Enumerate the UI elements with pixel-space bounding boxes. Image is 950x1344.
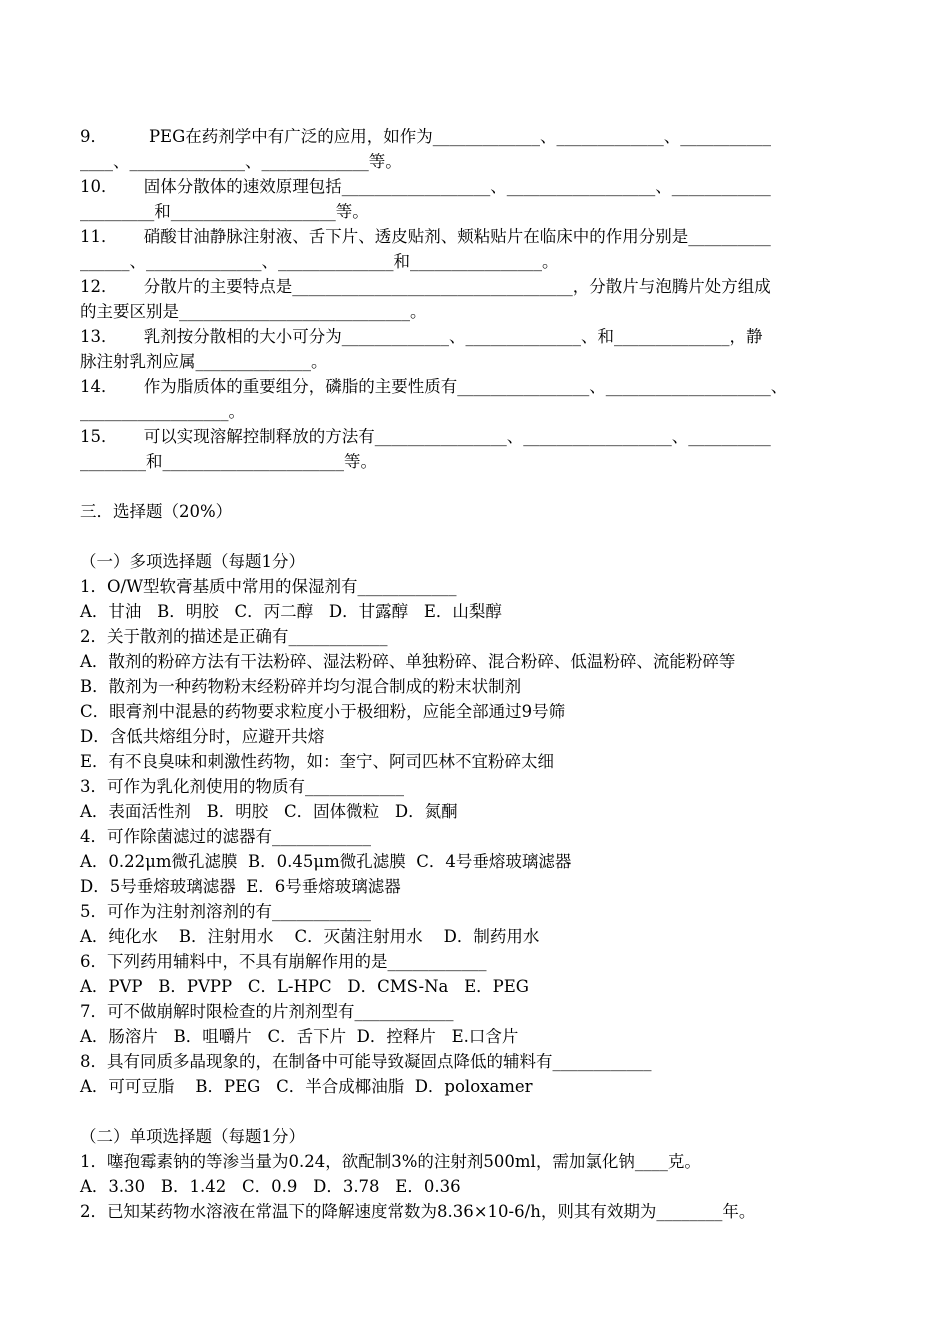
mc-question-line: 4．可作除菌滤过的滤器有____________ [80, 827, 371, 846]
mc-question-line: 2．关于散剂的描述是正确有____________ [80, 627, 388, 646]
mc-question-line: 3．可作为乳化剂使用的物质有____________ [80, 777, 404, 796]
mc-options-line: A．肠溶片 B．咀嚼片 C．舌下片 D．控释片 E.口含片 [80, 1027, 519, 1046]
mc-options-line: A．可可豆脂 B．PEG C．半合成椰油脂 D．poloxamer [80, 1077, 533, 1096]
mc-options-line: E．有不良臭味和刺激性药物，如：奎宁、阿司匹林不宜粉碎太细 [80, 752, 555, 771]
question-15-line-2: ________和______________________等。 [80, 452, 377, 471]
sc-question-line: 1．噻孢霉素钠的等渗当量为0.24，欲配制3%的注射剂500ml，需加氯化钠____克。 [80, 1152, 701, 1171]
mc-question-line: 6．下列药用辅料中，不具有崩解作用的是____________ [80, 952, 487, 971]
mc-question-line: 5．可作为注射剂溶剂的有____________ [80, 902, 371, 921]
mc-question-line: 8．具有同质多晶现象的，在制备中可能导致凝固点降低的辅料有____________ [80, 1052, 652, 1071]
mc-options-line: D．5号垂熔玻璃滤器 E．6号垂熔玻璃滤器 [80, 877, 401, 896]
single-choice-heading: （二）单项选择题（每题1分） [80, 1127, 305, 1146]
sc-options-line: A．3.30 B．1.42 C．0.9 D．3.78 E．0.36 [80, 1177, 461, 1196]
mc-question-line: 7．可不做崩解时限检查的片剂剂型有____________ [80, 1002, 454, 1021]
question-9-line-1: 9． PEG在药剂学中有广泛的应用，如作为_____________、_____________、___________ [80, 127, 772, 146]
question-10-line-2: _________和____________________等。 [80, 202, 369, 221]
mc-options-line: B．散剂为一种药物粉末经粉碎并均匀混合制成的粉末状制剂 [80, 677, 522, 696]
single-choice-section [80, 1124, 880, 1224]
section-title: 三．选择题（20%） [80, 502, 233, 521]
question-9-line-2: ____、______________、_____________等。 [80, 152, 402, 171]
mc-options-line: A．0.22μm微孔滤膜 B．0.45μm微孔滤膜 C．4号垂熔玻璃滤器 [80, 852, 572, 871]
question-14-line-1: 14． 作为脂质体的重要组分，磷脂的主要性质有________________、____________________、 [80, 377, 788, 396]
question-13-line-1: 13． 乳剂按分散相的大小可分为_____________、______________、和______________，静 [80, 327, 763, 346]
multiple-choice-section [80, 549, 880, 1099]
mc-options-line: A．PVP B．PVPP C．L-HPC D．CMS-Na E．PEG [80, 977, 529, 996]
sc-question-line: 2．已知某药物水溶液在常温下的降解速度常数为8.36×10-6/h，则其有效期为________年。 [80, 1202, 756, 1221]
mc-options-line: A．散剂的粉碎方法有干法粉碎、湿法粉碎、单独粉碎、混合粉碎、低温粉碎、流能粉碎等 [80, 652, 736, 671]
spacer [80, 1099, 880, 1124]
question-11-line-2: ______、______________、______________和________________。 [80, 252, 559, 271]
question-13-line-2: 脉注射乳剂应属______________。 [80, 352, 328, 371]
spacer [80, 474, 880, 499]
mc-options-line: D．含低共熔组分时，应避开共熔 [80, 727, 325, 746]
exam-page [80, 124, 880, 1224]
spacer [80, 524, 880, 549]
fill-in-blank-section [80, 124, 880, 474]
question-12-line-1: 12． 分散片的主要特点是__________________________________，分散片与泡腾片处方组成 [80, 277, 771, 296]
multiple-choice-heading: （一）多项选择题（每题1分） [80, 552, 305, 571]
mc-options-line: A．纯化水 B．注射用水 C．灭菌注射用水 D．制药用水 [80, 927, 540, 946]
mc-options-line: A．表面活性剂 B．明胶 C．固体微粒 D．氮酮 [80, 802, 458, 821]
mc-question-line: 1．O/W型软膏基质中常用的保湿剂有____________ [80, 577, 457, 596]
question-10-line-1: 10． 固体分散体的速效原理包括__________________、__________________、____________ [80, 177, 771, 196]
mc-options-line: C．眼膏剂中混悬的药物要求粒度小于极细粉，应能全部通过9号筛 [80, 702, 566, 721]
question-11-line-1: 11． 硝酸甘油静脉注射液、舌下片、透皮贴剂、颊粘贴片在临床中的作用分别是__________ [80, 227, 771, 246]
question-14-line-2: __________________。 [80, 402, 245, 421]
question-12-line-2: 的主要区别是____________________________。 [80, 302, 427, 321]
question-15-line-1: 15． 可以实现溶解控制释放的方法有________________、__________________、__________ [80, 427, 771, 446]
mc-options-line: A．甘油 B．明胶 C．丙二醇 D．甘露醇 E．山梨醇 [80, 602, 502, 621]
